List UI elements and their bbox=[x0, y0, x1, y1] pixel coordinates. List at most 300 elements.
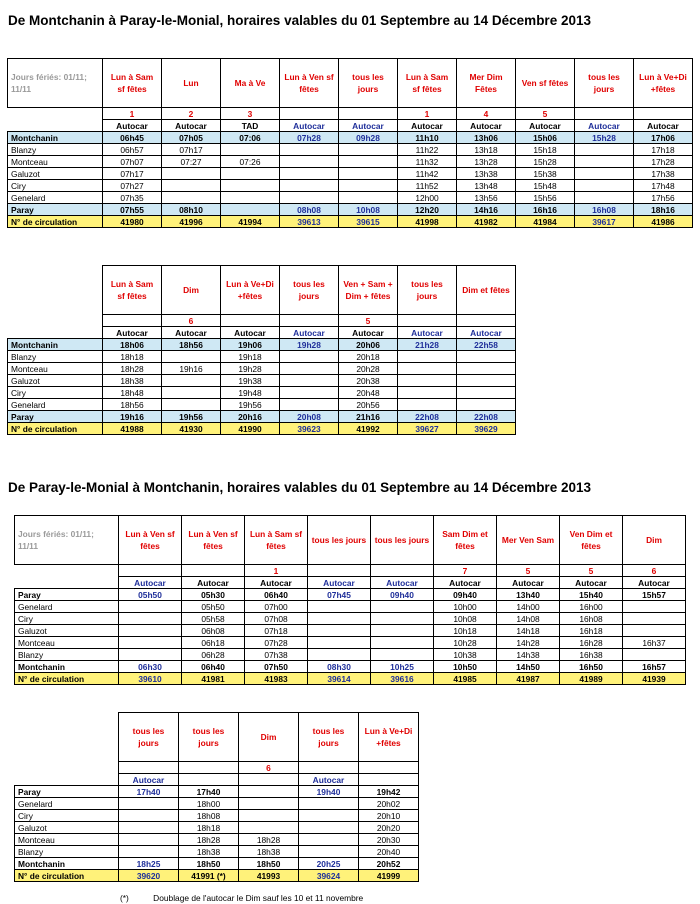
empty-corner bbox=[8, 266, 103, 315]
departure-time: 18h28 bbox=[103, 363, 162, 375]
table-row bbox=[15, 625, 686, 637]
departure-time: 11h10 bbox=[398, 132, 457, 144]
circulation-number: 41992 bbox=[339, 423, 398, 435]
departure-time: 17h38 bbox=[634, 168, 693, 180]
departure-time: 07h17 bbox=[103, 168, 162, 180]
note-number: 7 bbox=[434, 565, 497, 577]
table-row bbox=[8, 339, 516, 351]
departure-time: 19h16 bbox=[162, 363, 221, 375]
circulation-number: 39616 bbox=[371, 673, 434, 685]
circulation-label: N° de circulation bbox=[15, 673, 119, 685]
note-number bbox=[119, 565, 182, 577]
departure-time: 15h06 bbox=[516, 132, 575, 144]
departure-time: 20h18 bbox=[339, 351, 398, 363]
circulation-row bbox=[15, 870, 419, 882]
departure-time bbox=[339, 168, 398, 180]
stop-name: Blanzy bbox=[15, 649, 119, 661]
note-number: 3 bbox=[221, 108, 280, 120]
departure-time bbox=[239, 798, 299, 810]
transport-mode: Autocar bbox=[162, 120, 221, 132]
note-number bbox=[398, 315, 457, 327]
transport-mode: Autocar bbox=[457, 327, 516, 339]
departure-time bbox=[162, 387, 221, 399]
departure-time: 22h08 bbox=[398, 411, 457, 423]
departure-time: 07h45 bbox=[308, 589, 371, 601]
note-number bbox=[179, 762, 239, 774]
transport-mode: Autocar bbox=[634, 120, 693, 132]
departure-time: 17h18 bbox=[634, 144, 693, 156]
departure-time bbox=[119, 822, 179, 834]
transport-mode: Autocar bbox=[434, 577, 497, 589]
departure-time: 16h16 bbox=[516, 204, 575, 216]
note-number: 6 bbox=[623, 565, 686, 577]
departure-time bbox=[371, 601, 434, 613]
departure-time bbox=[299, 834, 359, 846]
transport-mode bbox=[359, 774, 419, 786]
departure-time: 18h28 bbox=[239, 834, 299, 846]
departure-time bbox=[457, 375, 516, 387]
stop-name: Galuzot bbox=[8, 168, 103, 180]
departure-time bbox=[308, 613, 371, 625]
departure-time bbox=[280, 351, 339, 363]
transport-mode: Autocar bbox=[280, 327, 339, 339]
departure-time: 07h17 bbox=[162, 144, 221, 156]
day-type-header: Mer Ven Sam bbox=[497, 516, 560, 565]
transport-mode: Autocar bbox=[575, 120, 634, 132]
table-row bbox=[8, 363, 516, 375]
day-type-header: tous les jours bbox=[280, 266, 339, 315]
transport-mode: Autocar bbox=[339, 327, 398, 339]
departure-time: 07:06 bbox=[221, 132, 280, 144]
departure-time bbox=[162, 351, 221, 363]
note-number bbox=[119, 762, 179, 774]
departure-time bbox=[371, 649, 434, 661]
circulation-label: N° de circulation bbox=[8, 216, 103, 228]
departure-time: 18h38 bbox=[179, 846, 239, 858]
stop-name: Montceau bbox=[15, 834, 119, 846]
table-row bbox=[8, 387, 516, 399]
day-type-header: tous les jours bbox=[179, 713, 239, 762]
departure-time: 18h18 bbox=[179, 822, 239, 834]
departure-time: 11h22 bbox=[398, 144, 457, 156]
departure-time: 07h35 bbox=[103, 192, 162, 204]
stop-name: Montchanin bbox=[15, 661, 119, 673]
stop-name: Genelard bbox=[15, 601, 119, 613]
departure-time: 14h38 bbox=[497, 649, 560, 661]
day-type-header: Lun à Sam sf fêtes bbox=[103, 59, 162, 108]
day-type-header: Sam Dim et fêtes bbox=[434, 516, 497, 565]
departure-time: 10h25 bbox=[371, 661, 434, 673]
departure-time bbox=[119, 637, 182, 649]
departure-time bbox=[280, 156, 339, 168]
empty-cell bbox=[8, 327, 103, 339]
departure-time: 06h30 bbox=[119, 661, 182, 673]
departure-time bbox=[119, 625, 182, 637]
note-number: 1 bbox=[398, 108, 457, 120]
stop-name: Ciry bbox=[15, 613, 119, 625]
title-montchanin-paray: De Montchanin à Paray-le-Monial, horaires valables du 01 Septembre au 14 Décembre 2013 bbox=[8, 13, 591, 28]
table-row bbox=[8, 399, 516, 411]
empty-cell bbox=[15, 577, 119, 589]
departure-time: 17h56 bbox=[634, 192, 693, 204]
table-row bbox=[15, 601, 686, 613]
departure-time: 19h40 bbox=[299, 786, 359, 798]
departure-time bbox=[339, 180, 398, 192]
departure-time bbox=[221, 180, 280, 192]
departure-time bbox=[575, 192, 634, 204]
stop-name: Galuzot bbox=[15, 822, 119, 834]
day-type-header: Ven sf fêtes bbox=[516, 59, 575, 108]
transport-mode: Autocar bbox=[339, 120, 398, 132]
circulation-label: N° de circulation bbox=[15, 870, 119, 882]
departure-time: 20h25 bbox=[299, 858, 359, 870]
circulation-number: 41980 bbox=[103, 216, 162, 228]
table-row bbox=[8, 132, 693, 144]
departure-time: 06h57 bbox=[103, 144, 162, 156]
departure-time bbox=[162, 168, 221, 180]
empty-cell bbox=[8, 315, 103, 327]
departure-time: 20h08 bbox=[280, 411, 339, 423]
transport-mode: Autocar bbox=[119, 774, 179, 786]
departure-time: 22h58 bbox=[457, 339, 516, 351]
departure-time: 16h08 bbox=[575, 204, 634, 216]
departure-time: 18h56 bbox=[103, 399, 162, 411]
note-number: 4 bbox=[457, 108, 516, 120]
departure-time bbox=[280, 144, 339, 156]
departure-time: 14h50 bbox=[497, 661, 560, 673]
circulation-number: 41930 bbox=[162, 423, 221, 435]
departure-time bbox=[339, 144, 398, 156]
day-type-header: Ven Dim et fêtes bbox=[560, 516, 623, 565]
departure-time: 13h48 bbox=[457, 180, 516, 192]
departure-time: 05h50 bbox=[182, 601, 245, 613]
note-number bbox=[371, 565, 434, 577]
stop-name: Paray bbox=[15, 786, 119, 798]
departure-time bbox=[339, 156, 398, 168]
table-row bbox=[15, 786, 419, 798]
circulation-number: 41989 bbox=[560, 673, 623, 685]
timetable-4 bbox=[14, 712, 419, 882]
departure-time: 14h16 bbox=[457, 204, 516, 216]
departure-time: 19h56 bbox=[221, 399, 280, 411]
transport-mode: Autocar bbox=[103, 120, 162, 132]
stop-name: Genelard bbox=[8, 399, 103, 411]
transport-mode: Autocar bbox=[103, 327, 162, 339]
departure-time: 13h40 bbox=[497, 589, 560, 601]
departure-time bbox=[575, 168, 634, 180]
departure-time: 18h08 bbox=[179, 810, 239, 822]
departure-time: 20h10 bbox=[359, 810, 419, 822]
departure-time bbox=[239, 810, 299, 822]
departure-time: 17h06 bbox=[634, 132, 693, 144]
departure-time: 14h18 bbox=[497, 625, 560, 637]
day-type-header: Dim bbox=[162, 266, 221, 315]
departure-time: 16h08 bbox=[560, 613, 623, 625]
departure-time: 07h28 bbox=[245, 637, 308, 649]
transport-mode: Autocar bbox=[245, 577, 308, 589]
departure-time: 21h16 bbox=[339, 411, 398, 423]
departure-time: 12h00 bbox=[398, 192, 457, 204]
transport-mode: Autocar bbox=[457, 120, 516, 132]
departure-time: 13h38 bbox=[457, 168, 516, 180]
departure-time bbox=[623, 649, 686, 661]
circulation-number: 41999 bbox=[359, 870, 419, 882]
departure-time: 19h38 bbox=[221, 375, 280, 387]
table-row bbox=[15, 613, 686, 625]
departure-time: 07:26 bbox=[221, 156, 280, 168]
transport-mode: Autocar bbox=[162, 327, 221, 339]
holiday-note: Jours fériés: 01/11; 11/11 bbox=[15, 516, 119, 565]
departure-time: 18h50 bbox=[179, 858, 239, 870]
stop-name: Paray bbox=[8, 411, 103, 423]
departure-time bbox=[623, 625, 686, 637]
departure-time: 19h42 bbox=[359, 786, 419, 798]
table-row bbox=[8, 192, 693, 204]
circulation-number: 41987 bbox=[497, 673, 560, 685]
departure-time bbox=[398, 375, 457, 387]
departure-time: 21h28 bbox=[398, 339, 457, 351]
departure-time: 13h28 bbox=[457, 156, 516, 168]
departure-time: 18h18 bbox=[103, 351, 162, 363]
stop-name: Montceau bbox=[8, 363, 103, 375]
departure-time: 16h00 bbox=[560, 601, 623, 613]
departure-time: 20h38 bbox=[339, 375, 398, 387]
departure-time: 18h25 bbox=[119, 858, 179, 870]
circulation-number: 41996 bbox=[162, 216, 221, 228]
table-row bbox=[15, 834, 419, 846]
departure-time: 13h56 bbox=[457, 192, 516, 204]
note-number: 1 bbox=[103, 108, 162, 120]
note-number bbox=[308, 565, 371, 577]
departure-time: 16h28 bbox=[560, 637, 623, 649]
departure-time: 19h28 bbox=[280, 339, 339, 351]
day-type-header: Lun à Ve+Di +fêtes bbox=[359, 713, 419, 762]
transport-mode: Autocar bbox=[371, 577, 434, 589]
note-number bbox=[299, 762, 359, 774]
departure-time bbox=[623, 601, 686, 613]
departure-time: 06h28 bbox=[182, 649, 245, 661]
circulation-number: 41982 bbox=[457, 216, 516, 228]
departure-time: 07h07 bbox=[103, 156, 162, 168]
departure-time bbox=[119, 798, 179, 810]
stop-name: Paray bbox=[15, 589, 119, 601]
departure-time bbox=[239, 822, 299, 834]
departure-time bbox=[162, 399, 221, 411]
departure-time: 07h27 bbox=[103, 180, 162, 192]
departure-time bbox=[221, 192, 280, 204]
departure-time: 15h56 bbox=[516, 192, 575, 204]
departure-time: 07h28 bbox=[280, 132, 339, 144]
departure-time: 07h18 bbox=[245, 625, 308, 637]
empty-cell bbox=[15, 774, 119, 786]
departure-time bbox=[575, 180, 634, 192]
departure-time: 14h00 bbox=[497, 601, 560, 613]
departure-time: 16h37 bbox=[623, 637, 686, 649]
departure-time bbox=[299, 810, 359, 822]
table-row bbox=[15, 661, 686, 673]
departure-time bbox=[221, 204, 280, 216]
transport-mode: Autocar bbox=[623, 577, 686, 589]
note-number bbox=[182, 565, 245, 577]
stop-name: Blanzy bbox=[15, 846, 119, 858]
empty-cell bbox=[15, 762, 119, 774]
table-row bbox=[15, 846, 419, 858]
footnote-text: Doublage de l'autocar le Dim sauf les 10 et 11 novembre bbox=[153, 893, 364, 903]
departure-time bbox=[398, 399, 457, 411]
title-paray-montchanin: De Paray-le-Monial à Montchanin, horaires valables du 01 Septembre au 14 Décembre 2013 bbox=[8, 480, 591, 495]
footnote bbox=[120, 893, 385, 903]
note-number bbox=[221, 315, 280, 327]
departure-time bbox=[239, 786, 299, 798]
departure-time: 13h18 bbox=[457, 144, 516, 156]
note-number: 2 bbox=[162, 108, 221, 120]
departure-time: 07h08 bbox=[245, 613, 308, 625]
note-number bbox=[359, 762, 419, 774]
departure-time bbox=[371, 613, 434, 625]
table-row bbox=[15, 649, 686, 661]
circulation-number: 41939 bbox=[623, 673, 686, 685]
departure-time: 10h18 bbox=[434, 625, 497, 637]
departure-time: 06h40 bbox=[182, 661, 245, 673]
table-row bbox=[15, 822, 419, 834]
stop-name: Montceau bbox=[15, 637, 119, 649]
circulation-number: 39617 bbox=[575, 216, 634, 228]
departure-time: 10h08 bbox=[339, 204, 398, 216]
stop-name: Montceau bbox=[8, 156, 103, 168]
stop-name: Genelard bbox=[15, 798, 119, 810]
departure-time bbox=[221, 144, 280, 156]
day-type-header: tous les jours bbox=[339, 59, 398, 108]
transport-mode bbox=[179, 774, 239, 786]
departure-time bbox=[162, 192, 221, 204]
departure-time: 15h28 bbox=[516, 156, 575, 168]
day-type-header: tous les jours bbox=[371, 516, 434, 565]
day-type-header: tous les jours bbox=[575, 59, 634, 108]
departure-time bbox=[162, 180, 221, 192]
transport-mode: Autocar bbox=[497, 577, 560, 589]
day-type-header: tous les jours bbox=[119, 713, 179, 762]
departure-time: 08h08 bbox=[280, 204, 339, 216]
empty-corner bbox=[15, 713, 119, 762]
departure-time: 10h08 bbox=[434, 613, 497, 625]
departure-time bbox=[457, 387, 516, 399]
departure-time: 11h42 bbox=[398, 168, 457, 180]
departure-time: 15h57 bbox=[623, 589, 686, 601]
transport-mode: Autocar bbox=[280, 120, 339, 132]
departure-time bbox=[119, 613, 182, 625]
departure-time: 17h40 bbox=[179, 786, 239, 798]
departure-time: 15h28 bbox=[575, 132, 634, 144]
table-row bbox=[15, 810, 419, 822]
departure-time: 05h50 bbox=[119, 589, 182, 601]
departure-time: 07h50 bbox=[245, 661, 308, 673]
day-type-header: tous les jours bbox=[299, 713, 359, 762]
departure-time: 20h06 bbox=[339, 339, 398, 351]
departure-time: 18h28 bbox=[179, 834, 239, 846]
departure-time bbox=[299, 798, 359, 810]
departure-time: 05h30 bbox=[182, 589, 245, 601]
departure-time bbox=[280, 192, 339, 204]
circulation-number: 41990 bbox=[221, 423, 280, 435]
stop-name: Galuzot bbox=[8, 375, 103, 387]
circulation-row bbox=[15, 673, 686, 685]
stop-name: Genelard bbox=[8, 192, 103, 204]
departure-time: 22h08 bbox=[457, 411, 516, 423]
circulation-number: 41984 bbox=[516, 216, 575, 228]
stop-name: Ciry bbox=[8, 387, 103, 399]
empty-cell bbox=[8, 108, 103, 120]
day-type-header: Ma à Ve bbox=[221, 59, 280, 108]
transport-mode: Autocar bbox=[299, 774, 359, 786]
day-type-header: Dim bbox=[239, 713, 299, 762]
circulation-number: 39613 bbox=[280, 216, 339, 228]
timetable-3 bbox=[14, 515, 686, 685]
departure-time bbox=[575, 144, 634, 156]
circulation-number: 41998 bbox=[398, 216, 457, 228]
transport-mode: Autocar bbox=[560, 577, 623, 589]
day-type-header: Lun à Ven sf fêtes bbox=[182, 516, 245, 565]
day-type-header: Lun à Ve+Di +fêtes bbox=[221, 266, 280, 315]
departure-time: 20h02 bbox=[359, 798, 419, 810]
departure-time: 20h56 bbox=[339, 399, 398, 411]
transport-mode: Autocar bbox=[182, 577, 245, 589]
departure-time: 18h00 bbox=[179, 798, 239, 810]
departure-time bbox=[299, 846, 359, 858]
departure-time: 18h06 bbox=[103, 339, 162, 351]
note-number: 5 bbox=[560, 565, 623, 577]
departure-time bbox=[398, 363, 457, 375]
transport-mode: Autocar bbox=[516, 120, 575, 132]
departure-time bbox=[119, 846, 179, 858]
table-row bbox=[8, 156, 693, 168]
departure-time: 15h18 bbox=[516, 144, 575, 156]
circulation-label: N° de circulation bbox=[8, 423, 103, 435]
departure-time: 07h55 bbox=[103, 204, 162, 216]
departure-time: 20h20 bbox=[359, 822, 419, 834]
circulation-row bbox=[8, 423, 516, 435]
departure-time bbox=[371, 625, 434, 637]
departure-time: 19h06 bbox=[221, 339, 280, 351]
transport-mode: Autocar bbox=[221, 327, 280, 339]
departure-time bbox=[280, 375, 339, 387]
circulation-number: 41991 (*) bbox=[179, 870, 239, 882]
table-row bbox=[8, 204, 693, 216]
departure-time: 11h32 bbox=[398, 156, 457, 168]
departure-time bbox=[457, 363, 516, 375]
departure-time: 20h28 bbox=[339, 363, 398, 375]
table-row bbox=[15, 589, 686, 601]
departure-time: 07h05 bbox=[162, 132, 221, 144]
circulation-row bbox=[8, 216, 693, 228]
departure-time bbox=[280, 180, 339, 192]
departure-time: 18h16 bbox=[634, 204, 693, 216]
departure-time bbox=[457, 351, 516, 363]
transport-mode: Autocar bbox=[398, 120, 457, 132]
circulation-number: 41983 bbox=[245, 673, 308, 685]
departure-time: 10h50 bbox=[434, 661, 497, 673]
departure-time: 15h48 bbox=[516, 180, 575, 192]
footnote-mark: (*) bbox=[120, 893, 129, 903]
departure-time: 17h28 bbox=[634, 156, 693, 168]
circulation-number: 41994 bbox=[221, 216, 280, 228]
stop-name: Montchanin bbox=[15, 858, 119, 870]
departure-time bbox=[280, 168, 339, 180]
departure-time bbox=[308, 625, 371, 637]
departure-time bbox=[398, 351, 457, 363]
circulation-number: 39627 bbox=[398, 423, 457, 435]
note-number bbox=[103, 315, 162, 327]
departure-time: 17h40 bbox=[119, 786, 179, 798]
